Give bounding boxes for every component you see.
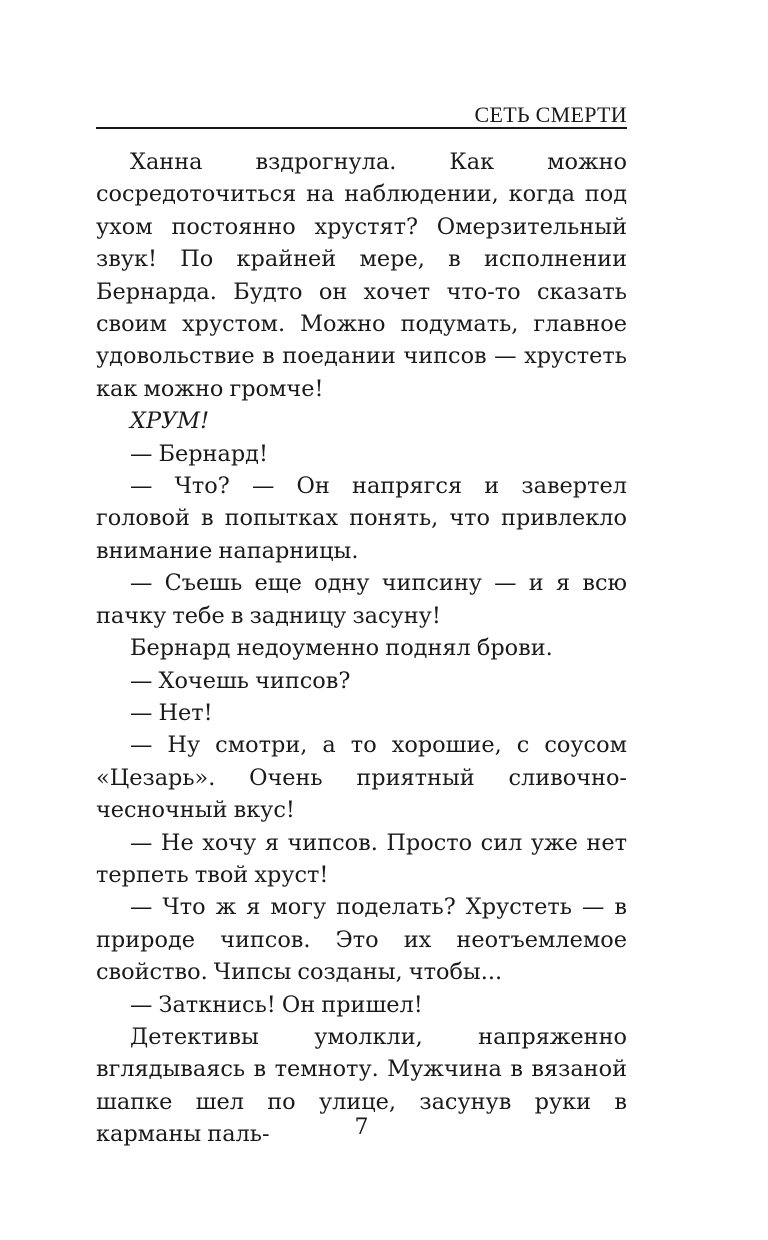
page-number: 7 — [354, 1115, 369, 1140]
paragraph-sound-effect: ХРУМ! — [130, 408, 210, 435]
paragraph: — Ну смотри, а то хорошие, с соусом «Цезарь». Очень приятный сливочно-чесночный вкус! — [96, 732, 627, 824]
paragraph: — Нет! — [130, 699, 213, 726]
paragraph: Бернард недоуменно поднял брови. — [130, 635, 553, 662]
paragraph: — Не хочу я чипсов. Просто сил уже нет терпеть твой хруст! — [96, 829, 627, 888]
body-text — [96, 146, 627, 1151]
paragraph: — Съешь еще одну чипсину — и я всю пачку тебе в задницу засуну! — [96, 570, 627, 629]
running-head: СЕТЬ СМЕРТИ — [474, 102, 627, 127]
paragraph: — Что ж я могу поделать? Хрустеть — в природе чипсов. Это их неотъемлемое свойство. Чипсы созданы, чтобы... — [96, 894, 627, 986]
paragraph: — Что? — Он напрягся и завертел головой в попытках понять, что привлекло внимание напарницы. — [96, 473, 627, 564]
paragraph: Ханна вздрогнула. Как можно сосредоточиться на наблюдении, когда под ухом постоянно хрустят? Омерзительный звук! По крайней мере, в исполнении Бернарда. Будто он хочет что-то сказать своим хрустом. Можно подумать, главное удовольствие в поедании чипсов — хрустеть как можно громче! — [96, 149, 627, 402]
paragraph: Детективы умолкли, напряженно вглядываясь в темноту. Мужчина в вязаной шапке шел по улице, засунув руки в карманы паль- — [96, 1023, 627, 1148]
header-rule — [96, 127, 627, 129]
paragraph: — Бернард! — [130, 440, 268, 467]
paragraph: — Заткнись! Он пришел! — [130, 991, 423, 1018]
paragraph: — Хочешь чипсов? — [130, 667, 351, 694]
